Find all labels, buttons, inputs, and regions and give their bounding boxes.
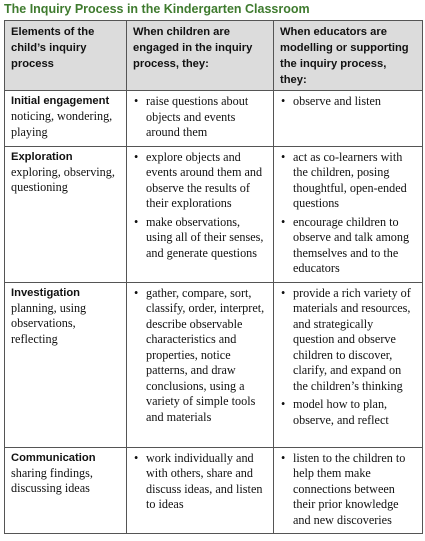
header-children: When children are engaged in the inquiry process, they: bbox=[127, 21, 274, 91]
stage-cell bbox=[5, 282, 127, 447]
table-title: The Inquiry Process in the Kindergarten Classroom bbox=[4, 2, 310, 16]
stage-cell bbox=[5, 91, 127, 147]
bullet-icon: • bbox=[281, 149, 286, 164]
bullet-icon: • bbox=[281, 397, 286, 411]
table-row bbox=[5, 447, 423, 534]
list-item: • encourage children to observe and talk among themselves and to the educators bbox=[281, 214, 410, 275]
header-elements: Elements of the child’s inquiry process bbox=[5, 21, 127, 91]
list-item: • raise questions about objects and events around them bbox=[134, 94, 249, 139]
children-cell bbox=[127, 282, 274, 447]
bullet-icon: • bbox=[281, 214, 286, 229]
bullet-icon: • bbox=[281, 450, 286, 465]
bullet-icon: • bbox=[134, 94, 139, 108]
header-educators: When educators are modelling or supporting the inquiry process, they: bbox=[274, 21, 423, 91]
list-item: • gather, compare, sort, classify, order, interpret, describe observable characteristics and properties, notice patterns, and draw conclusions, using a variety of simple tools and materials bbox=[134, 285, 265, 424]
stage-name: Communication bbox=[11, 451, 96, 464]
list-item: • provide a rich variety of materials and resources, and strategically question and observe children to discover, clarify, and expand on the children’s thinking bbox=[281, 285, 411, 393]
bullet-icon: • bbox=[134, 285, 139, 300]
table-row bbox=[5, 146, 423, 282]
stage-name: Investigation bbox=[11, 286, 80, 299]
table-row bbox=[5, 91, 423, 147]
stage-name: Initial engagement bbox=[11, 95, 110, 107]
list-item: • listen to the children to help them make connections between their prior knowledge and new discoveries bbox=[281, 450, 406, 527]
bullet-icon: • bbox=[281, 94, 286, 108]
list-item: • model how to plan, observe, and reflect bbox=[281, 397, 389, 427]
header-row bbox=[5, 21, 423, 91]
stage-description: planning, using observations, reflecting bbox=[11, 300, 87, 346]
list-item: • work individually and with others, share and discuss ideas, and listen to ideas bbox=[134, 450, 263, 511]
stage-cell bbox=[5, 447, 127, 534]
stage-description: sharing findings, discussing ideas bbox=[11, 465, 93, 495]
inquiry-process-table bbox=[4, 20, 423, 534]
bullet-icon: • bbox=[134, 214, 139, 229]
stage-cell bbox=[5, 146, 127, 282]
bullet-icon: • bbox=[134, 149, 139, 164]
list-item: • explore objects and events around them and observe the results of their explorations bbox=[134, 149, 263, 210]
list-item: • make observations, using all of their senses, and generate questions bbox=[134, 214, 264, 260]
educators-cell bbox=[274, 282, 423, 447]
stage-description: exploring, observing, questioning bbox=[11, 164, 115, 194]
list-item: • observe and listen bbox=[281, 94, 381, 108]
children-cell bbox=[127, 146, 274, 282]
educators-cell bbox=[274, 91, 423, 147]
table-row bbox=[5, 282, 423, 447]
bullet-icon: • bbox=[134, 450, 139, 465]
children-cell bbox=[127, 447, 274, 534]
educators-cell bbox=[274, 447, 423, 534]
educators-cell bbox=[274, 146, 423, 282]
stage-name: Exploration bbox=[11, 150, 73, 163]
stage-description: noticing, wondering, playing bbox=[11, 109, 113, 139]
children-cell bbox=[127, 91, 274, 147]
list-item: • act as co-learners with the children, posing thoughtful, open-ended questions bbox=[281, 149, 407, 210]
bullet-icon: • bbox=[281, 285, 286, 300]
